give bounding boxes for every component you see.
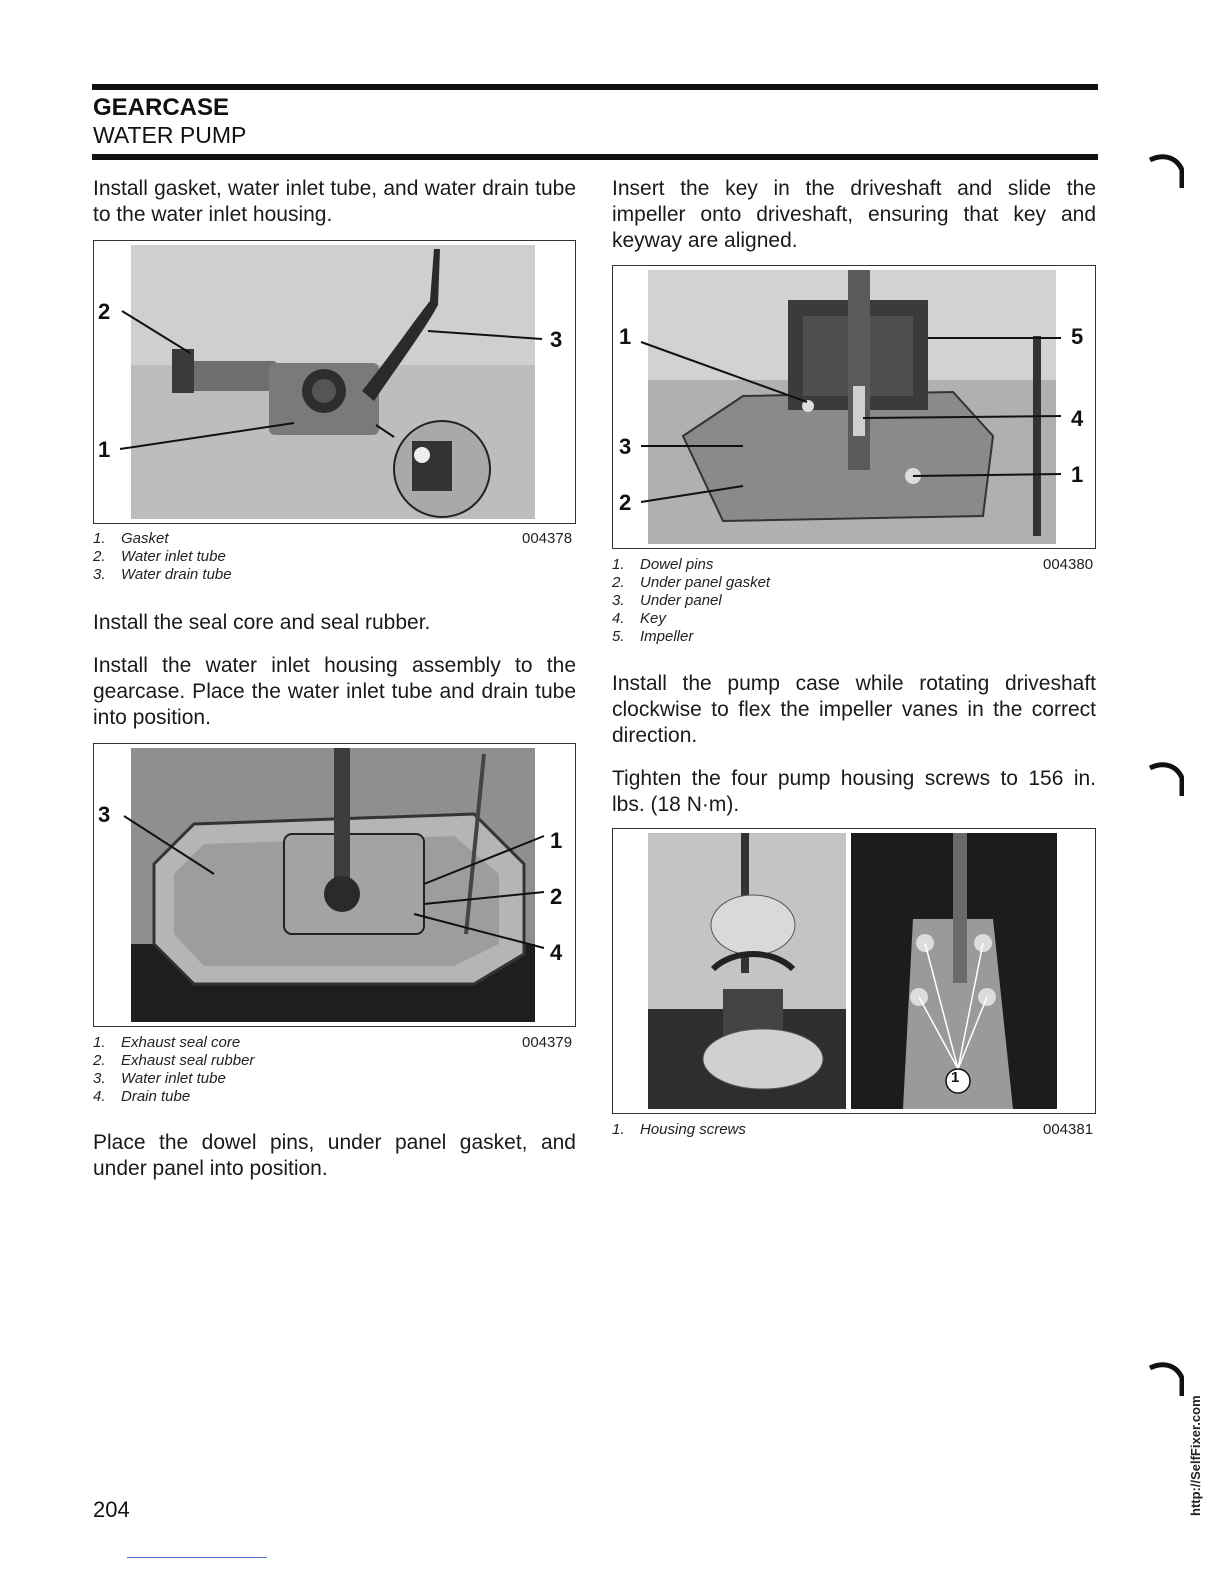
fig2-caption-4: 4. Drain tube [93, 1088, 191, 1105]
figure-004380 [612, 265, 1096, 549]
fig2-caption-list [93, 1034, 254, 1106]
fig3-callout-1-top: 1 [619, 324, 632, 349]
figure-004381-photo [613, 829, 1095, 1113]
right-paragraph-1: Insert the key in the driveshaft and slide the impeller onto driveshaft, ensuring that key and keyway are aligned. [612, 177, 1096, 252]
left-paragraph-1: Install gasket, water inlet tube, and water drain tube to the water inlet housing. [93, 177, 576, 226]
fig1-caption-1: 1. Gasket [93, 530, 169, 547]
fig2-number: 004379 [522, 1034, 573, 1051]
header-rule-top [92, 84, 1098, 90]
fig2-callout-4: 4 [550, 940, 563, 965]
fig3-callout-2: 2 [619, 490, 632, 515]
fig2-caption-1: 1. Exhaust seal core [93, 1034, 241, 1051]
margin-tab-decoration [1148, 1358, 1184, 1398]
figure-004380-photo [613, 266, 1095, 548]
fig2-callout-1: 1 [550, 828, 563, 853]
fig4-caption-list [612, 1121, 746, 1139]
fig3-callout-5: 5 [1071, 324, 1084, 349]
fig2-caption-2: 2. Exhaust seal rubber [93, 1052, 255, 1069]
fig1-caption-2: 2. Water inlet tube [93, 548, 226, 565]
fig2-callout-3: 3 [98, 802, 111, 827]
figure-004379 [93, 743, 576, 1027]
fig3-caption-2: 2. Under panel gasket [612, 574, 771, 591]
fig2-callout-2: 2 [550, 884, 563, 909]
fig3-caption-5: 5. Impeller [612, 628, 694, 645]
fig1-caption-3: 3. Water drain tube [93, 566, 232, 583]
page-number: 204 [93, 1497, 130, 1522]
fig1-number: 004378 [522, 530, 573, 547]
fig3-number: 004380 [1043, 556, 1094, 573]
footer-link-underline [127, 1557, 267, 1558]
fig2-caption-3: 3. Water inlet tube [93, 1070, 226, 1087]
fig4-callout-1: 1 [951, 1069, 960, 1086]
fig1-caption-list [93, 530, 232, 584]
header-rule-bottom [92, 154, 1098, 160]
margin-tab-decoration [1148, 758, 1184, 798]
margin-tab-decoration [1148, 150, 1184, 190]
left-paragraph-4: Place the dowel pins, under panel gasket, and under panel into position. [93, 1131, 576, 1180]
fig4-number: 004381 [1043, 1121, 1094, 1138]
fig1-callout-2: 2 [98, 299, 111, 324]
right-paragraph-3: Tighten the four pump housing screws to 156 in. lbs. (18 N·m). [612, 767, 1096, 816]
fig3-callout-4: 4 [1071, 406, 1084, 431]
fig3-caption-list [612, 556, 770, 646]
fig3-caption-4: 4. Key [612, 610, 666, 627]
figure-004378 [93, 240, 576, 524]
fig3-caption-3: 3. Under panel [612, 592, 722, 609]
fig3-callout-1-bottom: 1 [1071, 462, 1084, 487]
right-paragraph-2: Install the pump case while rotating driveshaft clockwise to flex the impeller vanes in the correct direction. [612, 672, 1096, 747]
fig3-caption-1: 1. Dowel pins [612, 556, 714, 573]
fig4-caption-1: 1. Housing screws [612, 1121, 746, 1138]
fig1-callout-3: 3 [550, 327, 563, 352]
left-paragraph-2: Install the seal core and seal rubber. [93, 611, 431, 634]
fig3-callout-3: 3 [619, 434, 632, 459]
watermark-text: http://SelfFixer.com [1188, 1395, 1203, 1516]
figure-004379-photo [94, 744, 575, 1026]
figure-004378-photo [94, 241, 575, 523]
fig1-callout-1: 1 [98, 437, 111, 462]
section-title: GEARCASE [93, 94, 230, 121]
figure-004381 [612, 828, 1096, 1114]
left-paragraph-3: Install the water inlet housing assembly to the gearcase. Place the water inlet tube and drain tube into position. [93, 654, 576, 729]
subsection-title: WATER PUMP [93, 122, 247, 148]
